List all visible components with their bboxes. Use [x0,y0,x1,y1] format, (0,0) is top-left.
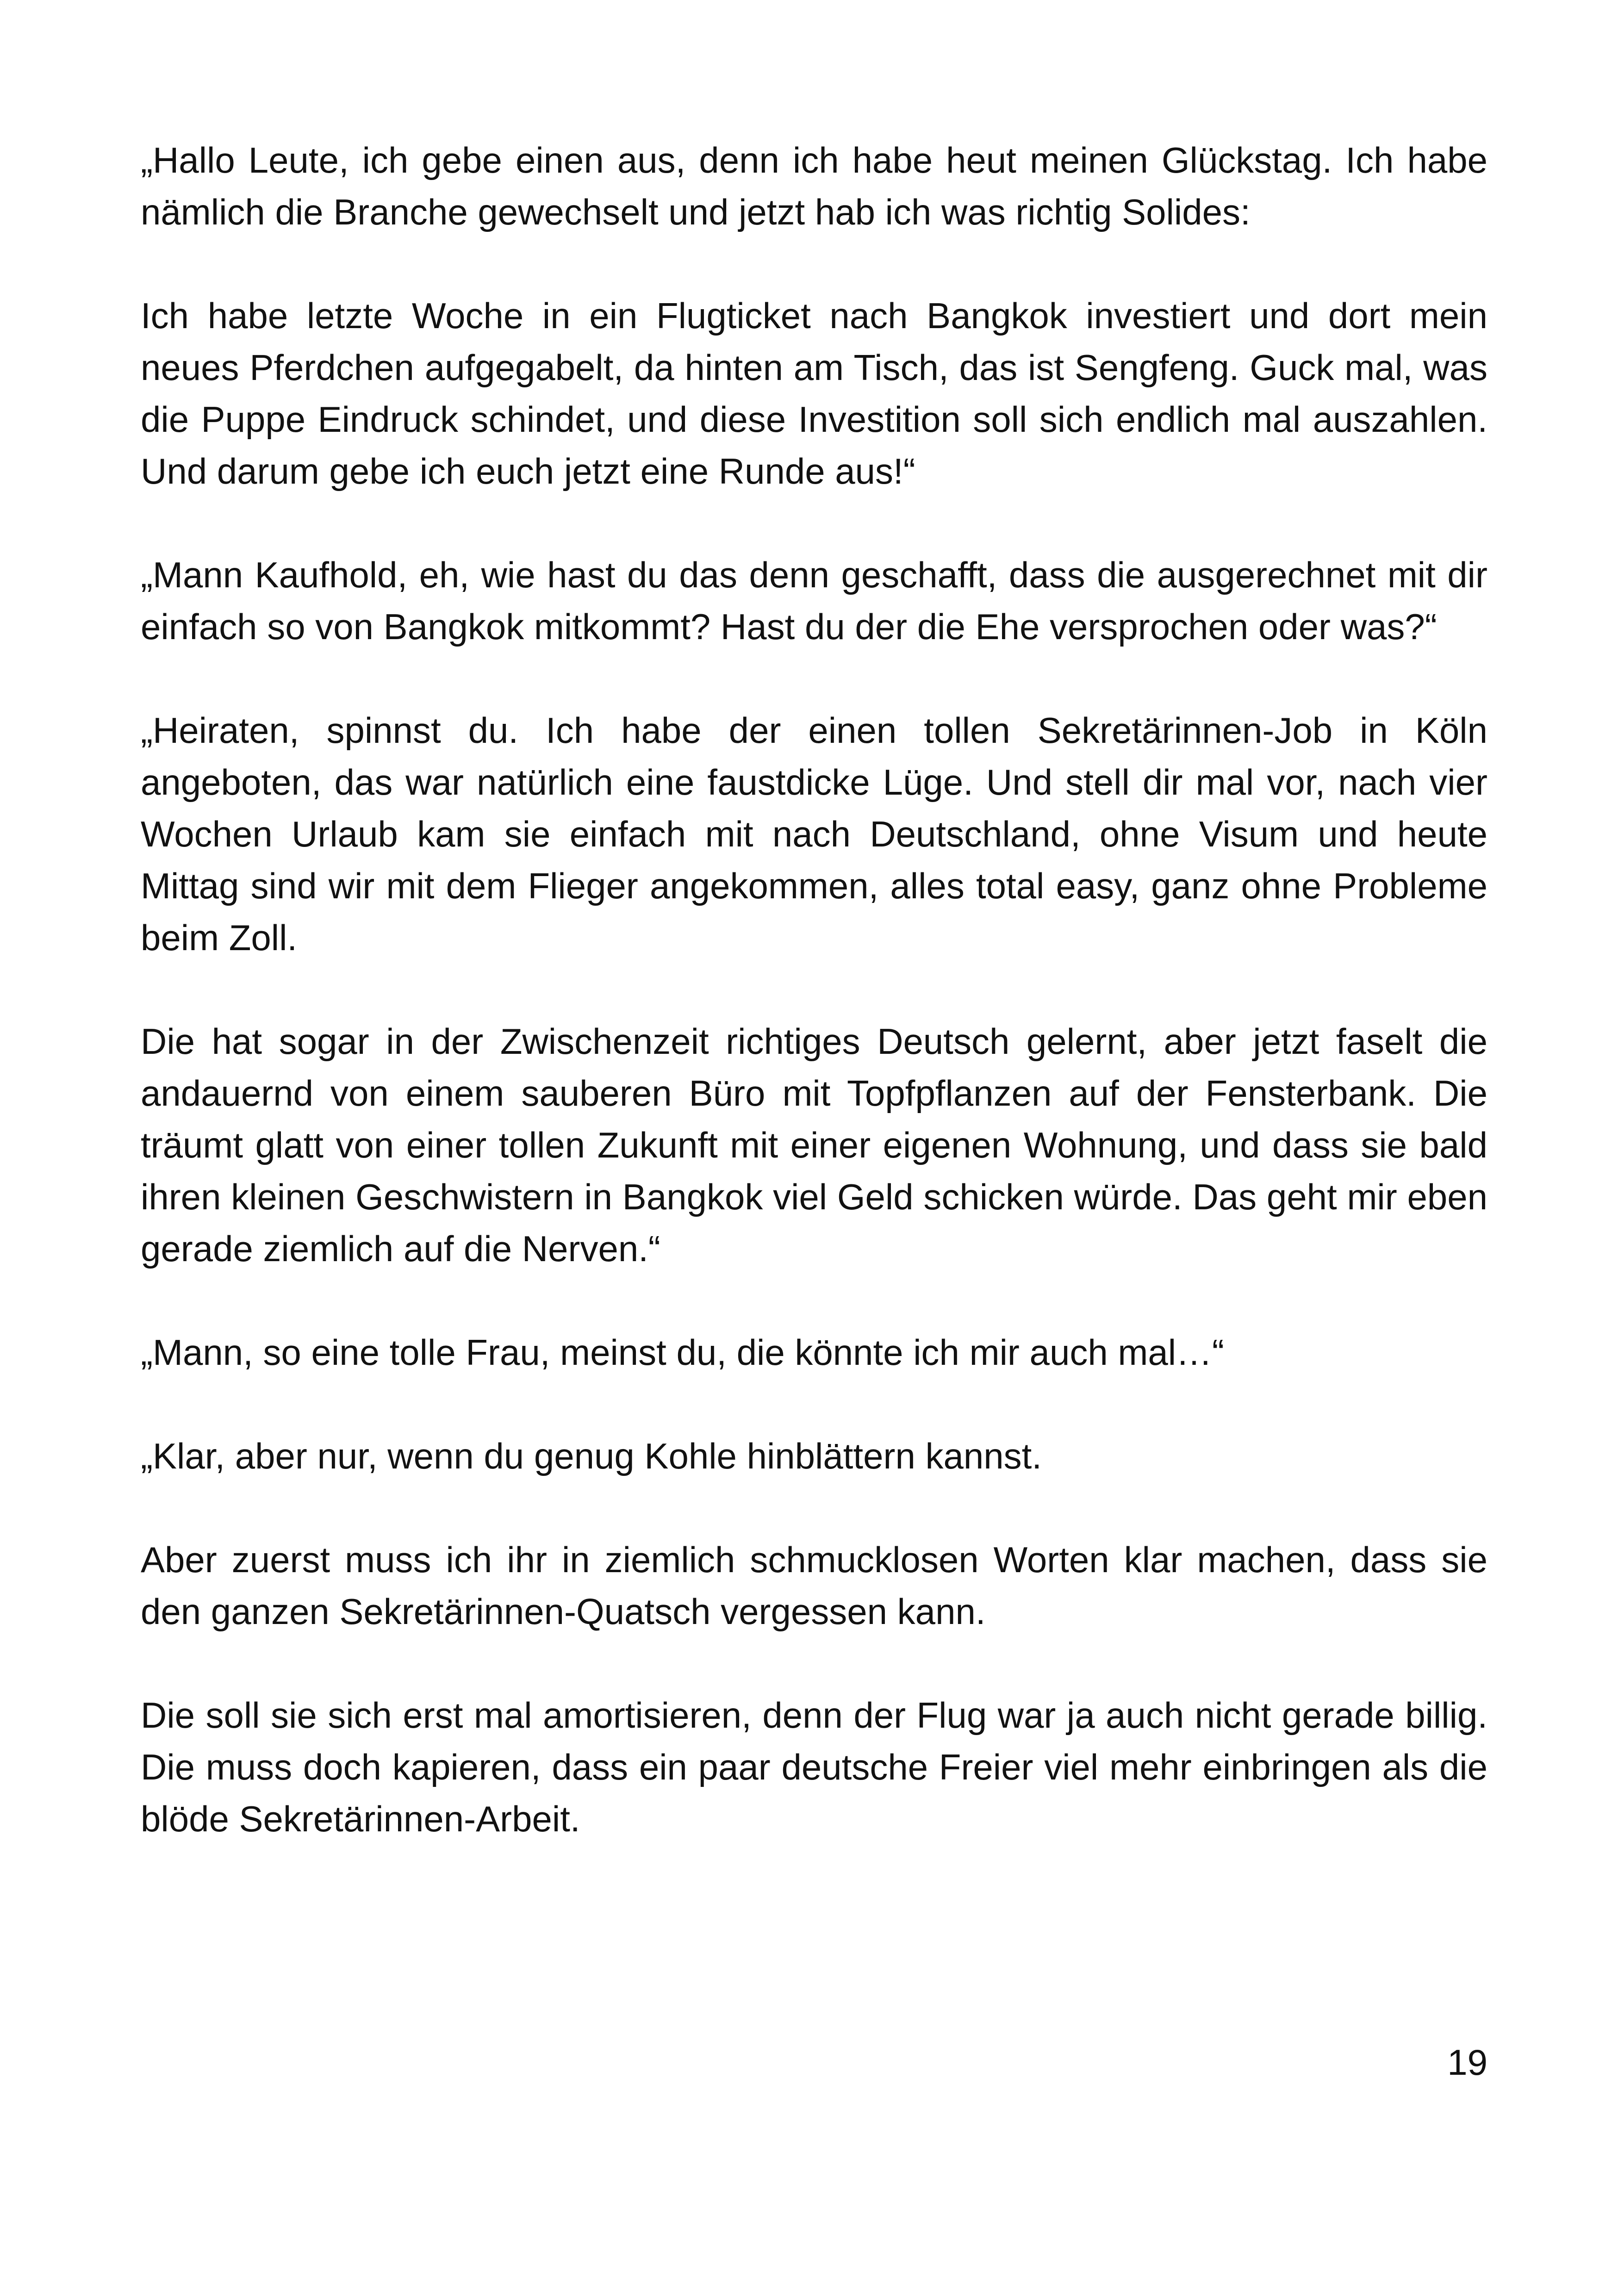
paragraph: Aber zuerst muss ich ihr in ziemlich schmucklosen Worten klar machen, dass sie den ganzen Sekretärinnen-Quatsch vergessen kann. [141,1539,1487,1632]
paragraph: Die hat sogar in der Zwischenzeit richtiges Deutsch gelernt, aber jetzt faselt die andauernd von einem sauberen Büro mit Topfpflanzen auf der Fensterbank. Die träumt glatt von einer tollen Zukunft mit einer eigenen Wohnung, und dass sie bald ihren kleinen Geschwistern in Bangkok viel Geld schicken würde. Das geht mir eben gerade ziemlich auf die Nerven.“ [141,1021,1487,1269]
paragraph: „Mann Kaufhold, eh, wie hast du das denn geschafft, dass die ausgerechnet mit dir einfach so von Bangkok mitkommt? Hast du der die Ehe versprochen oder was?“ [141,554,1487,647]
page-number: 19 [1447,2042,1487,2083]
paragraph: „Mann, so eine tolle Frau, meinst du, die könnte ich mir auch mal…“ [141,1332,1225,1373]
paragraph: Die soll sie sich erst mal amortisieren, denn der Flug war ja auch nicht gerade billig. Die muss doch kapieren, dass ein paar deutsche Freier viel mehr einbringen als die blöde Sekretärinnen-Arbeit. [141,1695,1487,1839]
paragraph: „Heiraten, spinnst du. Ich habe der einen tollen Sekretärinnen-Job in Köln angeboten, das war natürlich eine faustdicke Lüge. Und stell dir mal vor, nach vier Wochen Urlaub kam sie einfach mit nach Deutschland, ohne Visum und heute Mittag sind wir mit dem Flieger angekommen, alles total easy, ganz ohne Probleme beim Zoll. [141,710,1487,958]
paragraph: „Hallo Leute, ich gebe einen aus, denn ich habe heut meinen Glückstag. Ich habe nämlich die Branche gewechselt und jetzt hab ich was richtig Solides: [141,140,1487,232]
page-body [141,134,1487,1897]
paragraph: „Klar, aber nur, wenn du genug Kohle hinblättern kannst. [141,1436,1042,1476]
paragraph: Ich habe letzte Woche in ein Flugticket nach Bangkok investiert und dort mein neues Pferdchen aufgegabelt, da hinten am Tisch, das ist Sengfeng. Guck mal, was die Puppe Eindruck schindet, und diese Investition soll sich endlich mal auszahlen. Und darum gebe ich euch jetzt eine Runde aus!“ [141,295,1487,492]
